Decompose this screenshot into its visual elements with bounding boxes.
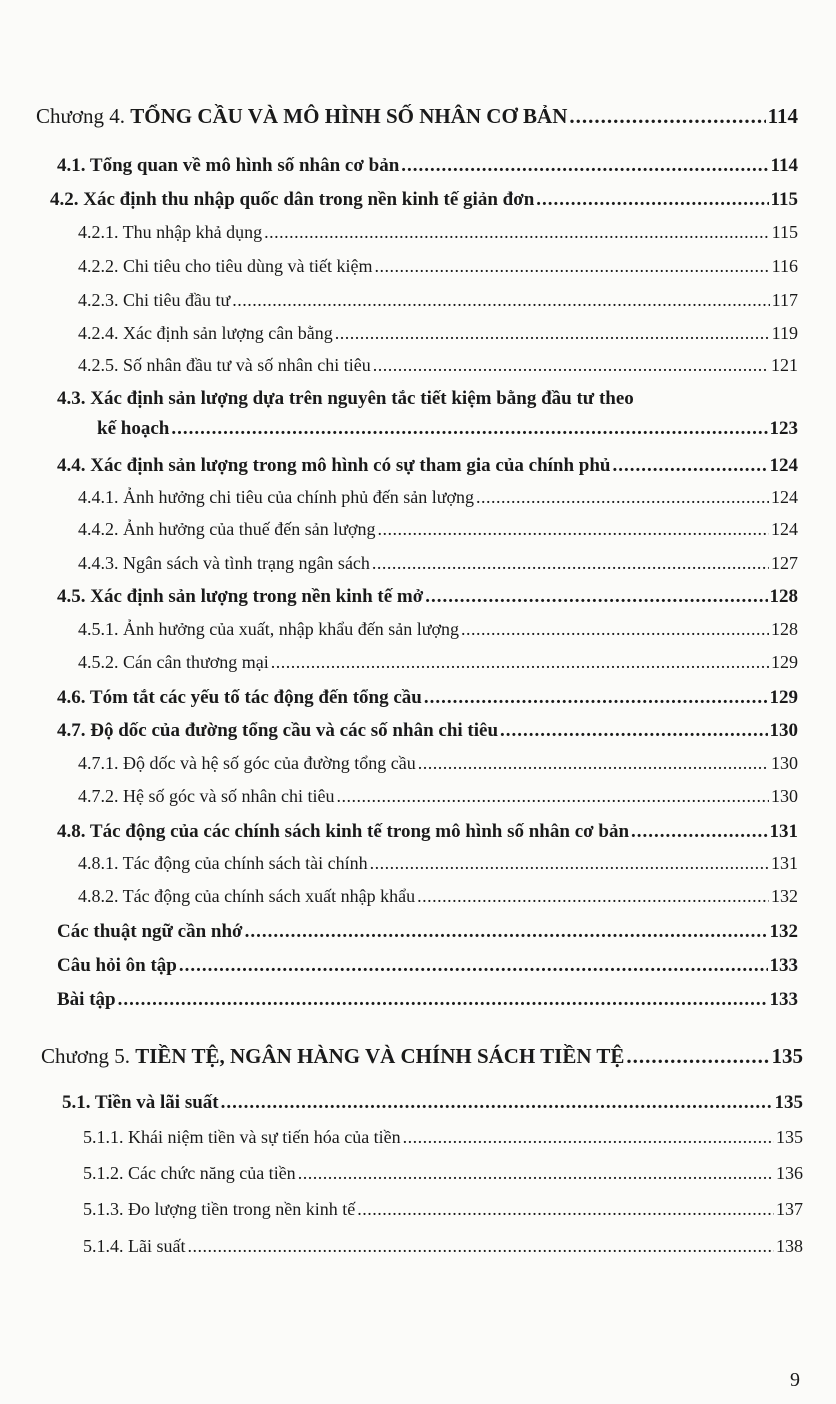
leader-dots (613, 455, 768, 477)
entry-title: 4.6. Tóm tắt các yếu tố tác động đến tổng cầu (57, 687, 422, 708)
toc-entry-4-7-2[interactable] (78, 786, 798, 807)
toc-entry-4-6[interactable] (57, 687, 798, 709)
leader-dots (187, 1236, 774, 1257)
chapter-5-label: Chương 5. (41, 1044, 130, 1068)
entry-title: 4.2. Xác định thu nhập quốc dân trong nền kinh tế giản đơn (50, 189, 535, 210)
leader-dots (424, 687, 768, 709)
entry-title: 4.2.5. Số nhân đầu tư và số nhân chi tiêu (78, 355, 371, 375)
entry-title: 5.1.3. Đo lượng tiền trong nền kinh tế (83, 1199, 356, 1219)
entry-title: 5.1.2. Các chức năng của tiền (83, 1163, 296, 1183)
entry-page: 115 (771, 222, 798, 242)
chapter-5-page: 135 (771, 1044, 803, 1068)
leader-dots (500, 720, 767, 742)
chapter-4-page: 114 (767, 104, 798, 128)
entry-title: 5.1.4. Lãi suất (83, 1236, 186, 1256)
entry-title: 4.4.1. Ảnh hưởng chi tiêu của chính phủ đến sản lượng (78, 487, 474, 507)
toc-entry-4-3-line1[interactable] (57, 388, 798, 410)
leader-dots (536, 189, 768, 211)
entry-page: 117 (771, 290, 798, 310)
leader-dots (403, 1127, 774, 1148)
entry-page: 138 (776, 1236, 803, 1256)
entry-page: 119 (771, 323, 798, 343)
entry-page: 129 (771, 652, 798, 672)
toc-entry-4-2-1[interactable] (78, 222, 798, 243)
entry-page: 124 (769, 455, 798, 476)
entry-page: 128 (769, 586, 798, 607)
toc-entry-4-4-3[interactable] (78, 553, 798, 574)
toc-entry-4-8-2[interactable] (78, 886, 798, 907)
leader-dots (569, 104, 765, 129)
chapter-5-heading[interactable] (41, 1044, 803, 1069)
toc-entry-4-5-1[interactable] (78, 619, 798, 640)
entry-page: 127 (771, 553, 798, 573)
toc-entry-4-2[interactable] (50, 189, 798, 211)
entry-title: 4.5.1. Ảnh hưởng của xuất, nhập khẩu đến sản lượng (78, 619, 459, 639)
leader-dots (357, 1199, 774, 1220)
entry-page: 116 (771, 256, 798, 276)
entry-title: 4.2.2. Chi tiêu cho tiêu dùng và tiết kiệm (78, 256, 373, 276)
entry-title: 4.7. Độ dốc của đường tổng cầu và các số nhân chi tiêu (57, 720, 499, 741)
toc-entry-4-2-4[interactable] (78, 323, 798, 344)
entry-title: 4.4.3. Ngân sách và tình trạng ngân sách (78, 553, 370, 573)
leader-dots (232, 290, 769, 311)
leader-dots (271, 652, 769, 673)
entry-title: kế hoạch (97, 418, 170, 439)
entry-title: Câu hỏi ôn tập (57, 955, 177, 976)
toc-entry-5-1-1[interactable] (83, 1127, 803, 1148)
entry-page: 130 (771, 753, 798, 773)
toc-entry-4-4-1[interactable] (78, 487, 798, 508)
toc-entry-review-questions[interactable] (57, 955, 798, 977)
entry-title: 4.8.2. Tác động của chính sách xuất nhập khẩu (78, 886, 416, 906)
entry-title: 4.1. Tổng quan về mô hình số nhân cơ bản (57, 155, 400, 176)
entry-title: Các thuật ngữ cần nhớ (57, 921, 243, 942)
entry-page: 131 (769, 821, 798, 842)
entry-title: Bài tập (57, 989, 116, 1010)
leader-dots (372, 553, 769, 574)
entry-page: 123 (769, 418, 798, 439)
toc-entry-4-4-2[interactable] (78, 519, 798, 540)
entry-page: 132 (771, 886, 798, 906)
leader-dots (378, 519, 769, 540)
entry-page: 133 (769, 955, 798, 976)
leader-dots (461, 619, 769, 640)
leader-dots (171, 418, 767, 440)
entry-page: 130 (769, 720, 798, 741)
toc-entry-terms[interactable] (57, 921, 798, 943)
entry-title: 4.3. Xác định sản lượng dựa trên nguyên tắc tiết kiệm bằng đầu tư theo (57, 388, 634, 409)
leader-dots (179, 955, 768, 977)
entry-page: 135 (774, 1092, 803, 1113)
entry-title: 4.5. Xác định sản lượng trong nền kinh tế mở (57, 586, 424, 607)
leader-dots (264, 222, 770, 243)
chapter-4-label: Chương 4. (36, 104, 125, 128)
toc-entry-4-2-3[interactable] (78, 290, 798, 311)
toc-entry-4-8-1[interactable] (78, 853, 798, 874)
entry-title: 4.2.4. Xác định sản lượng cân bằng (78, 323, 333, 343)
entry-page: 115 (770, 189, 798, 210)
entry-page: 132 (769, 921, 798, 942)
leader-dots (418, 753, 769, 774)
leader-dots (476, 487, 769, 508)
leader-dots (631, 821, 767, 843)
entry-title: 4.4. Xác định sản lượng trong mô hình có sự tham gia của chính phủ (57, 455, 611, 476)
toc-entry-5-1-4[interactable] (83, 1236, 803, 1257)
entry-title: 4.7.1. Độ dốc và hệ số góc của đường tổng cầu (78, 753, 416, 773)
toc-entry-4-2-5[interactable] (78, 355, 798, 376)
entry-title: 5.1.1. Khái niệm tiền và sự tiến hóa của tiền (83, 1127, 401, 1147)
toc-entry-4-1[interactable] (57, 155, 798, 177)
chapter-4-title: TỔNG CẦU VÀ MÔ HÌNH SỐ NHÂN CƠ BẢN (130, 104, 568, 128)
entry-page: 121 (771, 355, 798, 375)
leader-dots (298, 1163, 774, 1184)
toc-entry-4-8[interactable] (57, 821, 798, 843)
leader-dots (417, 886, 769, 907)
chapter-5-title: TIỀN TỆ, NGÂN HÀNG VÀ CHÍNH SÁCH TIỀN TỆ (135, 1044, 625, 1068)
chapter-4-heading[interactable] (36, 104, 798, 129)
entry-page: 136 (776, 1163, 803, 1183)
entry-page: 137 (776, 1199, 803, 1219)
entry-title: 4.7.2. Hệ số góc và số nhân chi tiêu (78, 786, 335, 806)
toc-entry-5-1-3[interactable] (83, 1199, 803, 1220)
entry-title: 5.1. Tiền và lãi suất (62, 1092, 219, 1113)
leader-dots (245, 921, 768, 943)
leader-dots (373, 355, 769, 376)
toc-entry-4-5-2[interactable] (78, 652, 798, 673)
toc-entry-4-7-1[interactable] (78, 753, 798, 774)
toc-entry-4-2-2[interactable] (78, 256, 798, 277)
toc-entry-exercises[interactable] (57, 989, 798, 1011)
entry-page: 114 (770, 155, 798, 176)
page-number: 9 (790, 1369, 800, 1391)
entry-page: 131 (771, 853, 798, 873)
leader-dots (221, 1092, 773, 1114)
entry-page: 135 (776, 1127, 803, 1147)
leader-dots (118, 989, 768, 1011)
entry-page: 124 (771, 519, 798, 539)
entry-title: 4.2.1. Thu nhập khả dụng (78, 222, 263, 242)
leader-dots (626, 1044, 769, 1069)
leader-dots (335, 323, 770, 344)
entry-page: 128 (771, 619, 798, 639)
toc-entry-4-3-line2[interactable] (97, 418, 798, 440)
entry-title: 4.5.2. Cán cân thương mại (78, 652, 269, 672)
entry-page: 129 (769, 687, 798, 708)
entry-title: 4.8.1. Tác động của chính sách tài chính (78, 853, 368, 873)
leader-dots (336, 786, 769, 807)
leader-dots (425, 586, 767, 608)
entry-page: 133 (769, 989, 798, 1010)
toc-entry-4-5[interactable] (57, 586, 798, 608)
toc-entry-5-1[interactable] (62, 1092, 803, 1114)
toc-entry-4-4[interactable] (57, 455, 798, 477)
entry-page: 130 (771, 786, 798, 806)
leader-dots (370, 853, 769, 874)
entry-page: 124 (771, 487, 798, 507)
leader-dots (401, 155, 768, 177)
leader-dots (374, 256, 769, 277)
entry-title: 4.8. Tác động của các chính sách kinh tế trong mô hình số nhân cơ bản (57, 821, 630, 842)
entry-title: 4.4.2. Ảnh hưởng của thuế đến sản lượng (78, 519, 376, 539)
toc-entry-4-7[interactable] (57, 720, 798, 742)
entry-title: 4.2.3. Chi tiêu đầu tư (78, 290, 231, 310)
toc-entry-5-1-2[interactable] (83, 1163, 803, 1184)
